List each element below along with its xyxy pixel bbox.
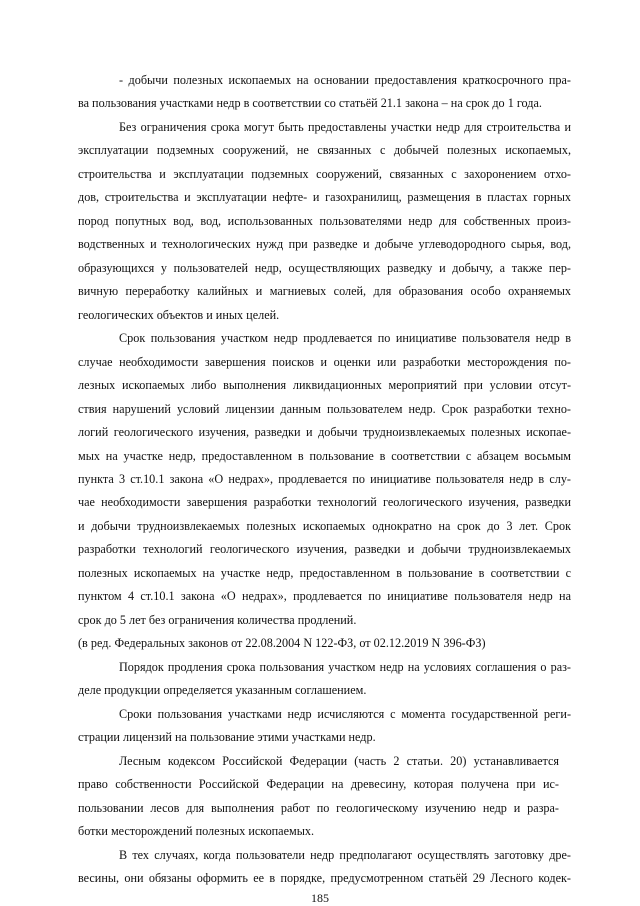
- text-line: (в ред. Федеральных законов от 22.08.2004 N 122-ФЗ, от 02.12.2019 N 396-ФЗ): [78, 636, 486, 650]
- text-line: образующихся у пользователей недр, осуществляющих разведку и добычу, а также пер-: [78, 261, 571, 275]
- text-line: весины, они обязаны оформить ее в порядке, предусмотренном статьёй 29 Лесного кодек-: [78, 871, 571, 885]
- text-line: - добычи полезных ископаемых на основании предоставления краткосрочного пра-: [119, 73, 571, 87]
- text-line: пунктом 4 ст.10.1 закона «О недрах», продлевается по инициативе пользователя недр на: [78, 589, 571, 603]
- text-line: эксплуатации подземных сооружений, не связанных с добычей полезных ископаемых,: [78, 143, 571, 157]
- text-line: В тех случаях, когда пользователи недр предполагают осуществлять заготовку дре-: [119, 848, 571, 862]
- text-line: строительства и эксплуатации подземных сооружений, связанных с захоронением отхо-: [78, 167, 571, 181]
- text-line: право собственности Российской Федерации на древесину, которая получена при ис-: [78, 777, 559, 791]
- text-line: логий геологического изучения, разведки и добычи трудноизвлекаемых полезных ископае-: [78, 425, 571, 439]
- text-line: ствия нарушений условий лицензии данным пользователем недр. Срок разработки техно-: [78, 402, 571, 416]
- text-line: разработки технологий геологического изучения, разведки и добычи трудноизвлекаемых: [78, 542, 571, 556]
- text-line: ва пользования участками недр в соответствии со статьёй 21.1 закона – на срок до 1 года.: [78, 96, 542, 110]
- text-line: случае необходимости завершения поисков и оценки или разработки месторождения по-: [78, 355, 571, 369]
- text-line: Без ограничения срока могут быть предоставлены участки недр для строительства и: [119, 120, 571, 134]
- text-line: пород попутных вод, вод, использованных пользователями недр для собственных произ-: [78, 214, 571, 228]
- text-line: пункта 3 ст.10.1 закона «О недрах», продлевается по инициативе пользователя недр в слу-: [78, 472, 571, 486]
- text-line: лезных ископаемых либо выполнения ликвидационных мероприятий при условии отсут-: [78, 378, 571, 392]
- text-line: мых на участке недр, предоставленном в пользование в соответствии с абзацем восьмым: [78, 449, 571, 463]
- text-line: Сроки пользования участками недр исчисляются с момента государственной реги-: [119, 707, 571, 721]
- text-line: страции лицензий на пользование этими участками недр.: [78, 730, 376, 744]
- text-line: геологических объектов и иных целей.: [78, 308, 280, 322]
- text-line: деле продукции определяется указанным соглашением.: [78, 683, 367, 697]
- text-line: срок до 5 лет без ограничения количества продлений.: [78, 613, 357, 627]
- text-line: вичную переработку калийных и магниевых солей, для образования особо охраняемых: [78, 284, 571, 298]
- text-line: пользовании лесов для выполнения работ по геологическому изучению недр и разра-: [78, 801, 559, 815]
- page-number: 185: [311, 891, 329, 905]
- text-line: ботки месторождений полезных ископаемых.: [78, 824, 315, 838]
- text-line: водственных и технологических нужд при разведке и добыче углеводородного сырья, вод,: [78, 237, 571, 251]
- text-line: Срок пользования участком недр продлевается по инициативе пользователя недр в: [119, 331, 571, 345]
- text-line: и добычи трудноизвлекаемых полезных ископаемых однократно на срок до 3 лет. Срок: [78, 519, 571, 533]
- text-line: чае необходимости завершения разработки технологий геологического изучения, разведки: [78, 495, 571, 509]
- text-line: Лесным кодексом Российской Федерации (часть 2 статьи. 20) устанавливается: [119, 754, 559, 768]
- text-line: Порядок продления срока пользования участком недр на условиях соглашения о раз-: [119, 660, 571, 674]
- text-line: полезных ископаемых на участке недр, предоставленном в пользование в соответствии с: [78, 566, 571, 580]
- text-line: дов, строительства и эксплуатации нефте- и газохранилищ, размещения в пластах горных: [78, 190, 571, 204]
